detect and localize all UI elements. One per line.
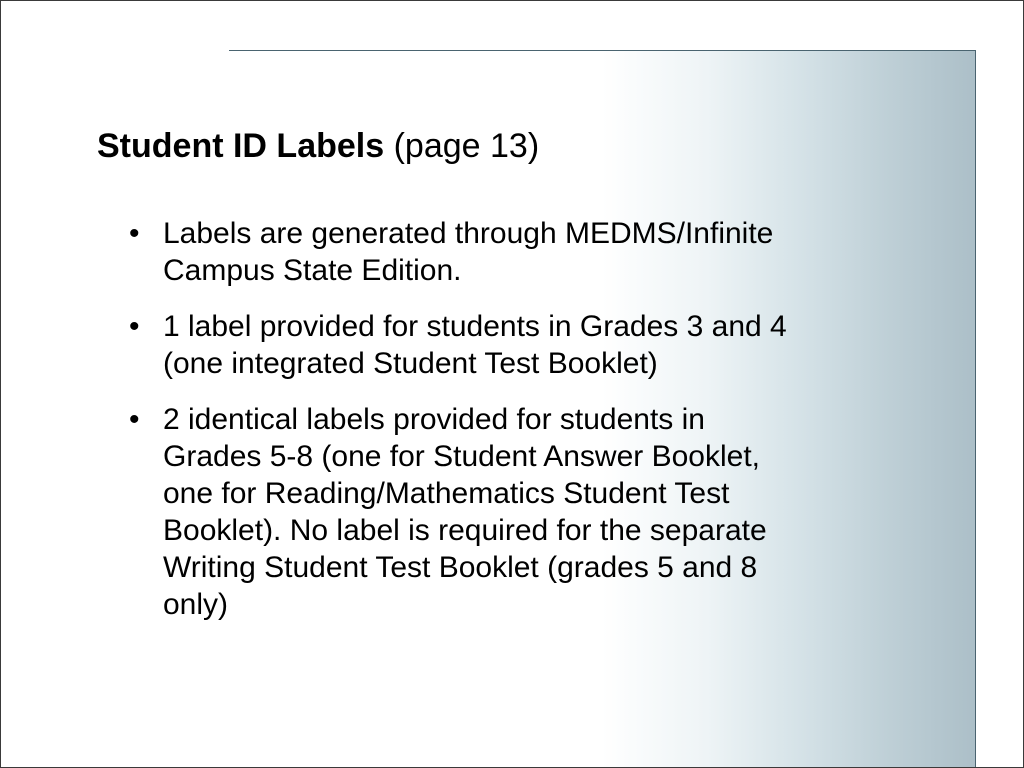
bullet-line: Labels are generated through MEDMS/Infinite (163, 217, 774, 250)
title-bold-text: Student ID Labels (97, 127, 385, 165)
bullet-line: 2 identical labels provided for students in (163, 403, 705, 436)
bullet-item (129, 401, 929, 623)
bullet-line: Writing Student Test Booklet (grades 5 and 8 (163, 551, 758, 584)
bullet-line: one for Reading/Mathematics Student Test (163, 477, 730, 510)
bullet-line: Booklet). No label is required for the separate (163, 514, 767, 547)
title-page-reference: (page 13) (393, 127, 540, 165)
bullet-item (129, 308, 929, 382)
slide-title (97, 125, 539, 167)
bullet-line: (one integrated Student Test Booklet) (163, 347, 658, 380)
bullet-dot-icon: • (129, 403, 140, 436)
bullet-line: only) (163, 588, 229, 621)
bullet-line: Campus State Edition. (163, 254, 462, 287)
bullet-line: Grades 5-8 (one for Student Answer Booklet, (163, 440, 760, 473)
bullet-list (129, 215, 929, 642)
bullet-dot-icon: • (129, 310, 140, 343)
bullet-line: 1 label provided for students in Grades 3 and 4 (163, 310, 787, 343)
bullet-item (129, 215, 929, 289)
bullet-dot-icon: • (129, 217, 140, 250)
